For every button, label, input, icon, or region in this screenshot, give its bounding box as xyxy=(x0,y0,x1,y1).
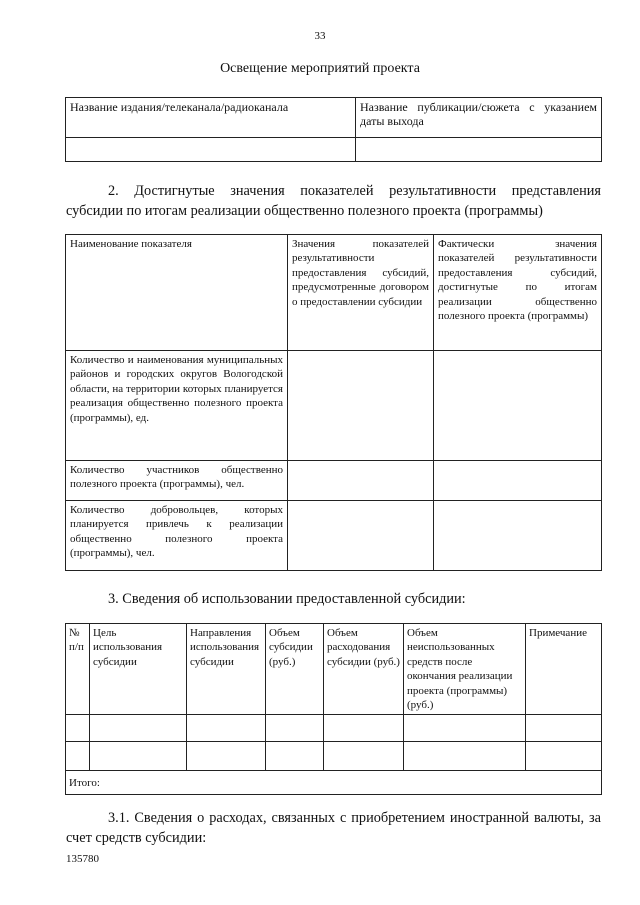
media-coverage-table xyxy=(65,97,602,162)
table-cell xyxy=(266,715,324,742)
indicator-name-cell: Количество и наименования муниципальных районов и городских округов Вологодской области, на территории которых планируется реализация общественно полезного проекта (программы), ед. xyxy=(66,351,288,461)
table-cell xyxy=(288,351,434,461)
document-code: 135780 xyxy=(66,853,99,865)
table-cell xyxy=(90,742,187,771)
table-cell xyxy=(90,715,187,742)
media-section-title: Освещение мероприятий проекта xyxy=(220,61,420,76)
table-cell xyxy=(324,742,404,771)
indicator-name-cell: Количество участников общественно полезного проекта (программы), чел. xyxy=(66,461,288,501)
table-header-cell: Примечание xyxy=(526,624,602,715)
table-header-cell: Название публикации/сюжета с указанием даты выхода xyxy=(356,98,602,138)
section-3-1-heading: 3.1. Сведения о расходах, связанных с приобретением иностранной валюты, за счет средств субсидии: xyxy=(66,810,601,846)
table-cell xyxy=(66,742,90,771)
table-cell xyxy=(526,715,602,742)
table-header-cell: № п/п xyxy=(66,624,90,715)
table-header-cell: Фактически значения показателей результативности предоставления субсидий, достигнутые по итогам реализации общественно полезного проекта (программы) xyxy=(434,235,602,351)
table-cell xyxy=(266,742,324,771)
table-header-cell: Объем расходования субсидии (руб.) xyxy=(324,624,404,715)
indicators-table xyxy=(65,234,602,571)
table-cell xyxy=(356,138,602,162)
table-cell xyxy=(187,715,266,742)
table-header-cell: Направления использования субсидии xyxy=(187,624,266,715)
table-cell xyxy=(66,715,90,742)
table-header-cell: Значения показателей результативности предоставления субсидий, предусмотренные договором о предоставлении субсидии xyxy=(288,235,434,351)
table-cell xyxy=(434,501,602,571)
page-number: 33 xyxy=(314,30,326,42)
table-header-cell: Название издания/телеканала/радиоканала xyxy=(66,98,356,138)
table-cell xyxy=(288,461,434,501)
table-cell xyxy=(324,715,404,742)
table-cell xyxy=(434,461,602,501)
table-cell xyxy=(288,501,434,571)
table-header-cell: Цель использования субсидии xyxy=(90,624,187,715)
table-header-cell: Объем субсидии (руб.) xyxy=(266,624,324,715)
table-header-cell: Наименование показателя xyxy=(66,235,288,351)
total-row-label: Итого: xyxy=(66,771,602,795)
table-header-cell: Объем неиспользованных средств после окончания реализации проекта (программы) (руб.) xyxy=(404,624,526,715)
section-3-heading: 3. Сведения об использовании предоставленной субсидии: xyxy=(108,591,466,607)
section-2-heading: 2. Достигнутые значения показателей результативности представления субсидии по итогам реализации общественно полезного проекта (программы) xyxy=(66,183,601,219)
table-cell xyxy=(526,742,602,771)
table-cell xyxy=(404,742,526,771)
indicator-name-cell: Количество добровольцев, которых планируется привлечь к реализации общественно полезного проекта (программы), чел. xyxy=(66,501,288,571)
table-cell xyxy=(434,351,602,461)
table-cell xyxy=(66,138,356,162)
table-cell xyxy=(404,715,526,742)
subsidy-usage-table xyxy=(65,623,602,795)
table-cell xyxy=(187,742,266,771)
